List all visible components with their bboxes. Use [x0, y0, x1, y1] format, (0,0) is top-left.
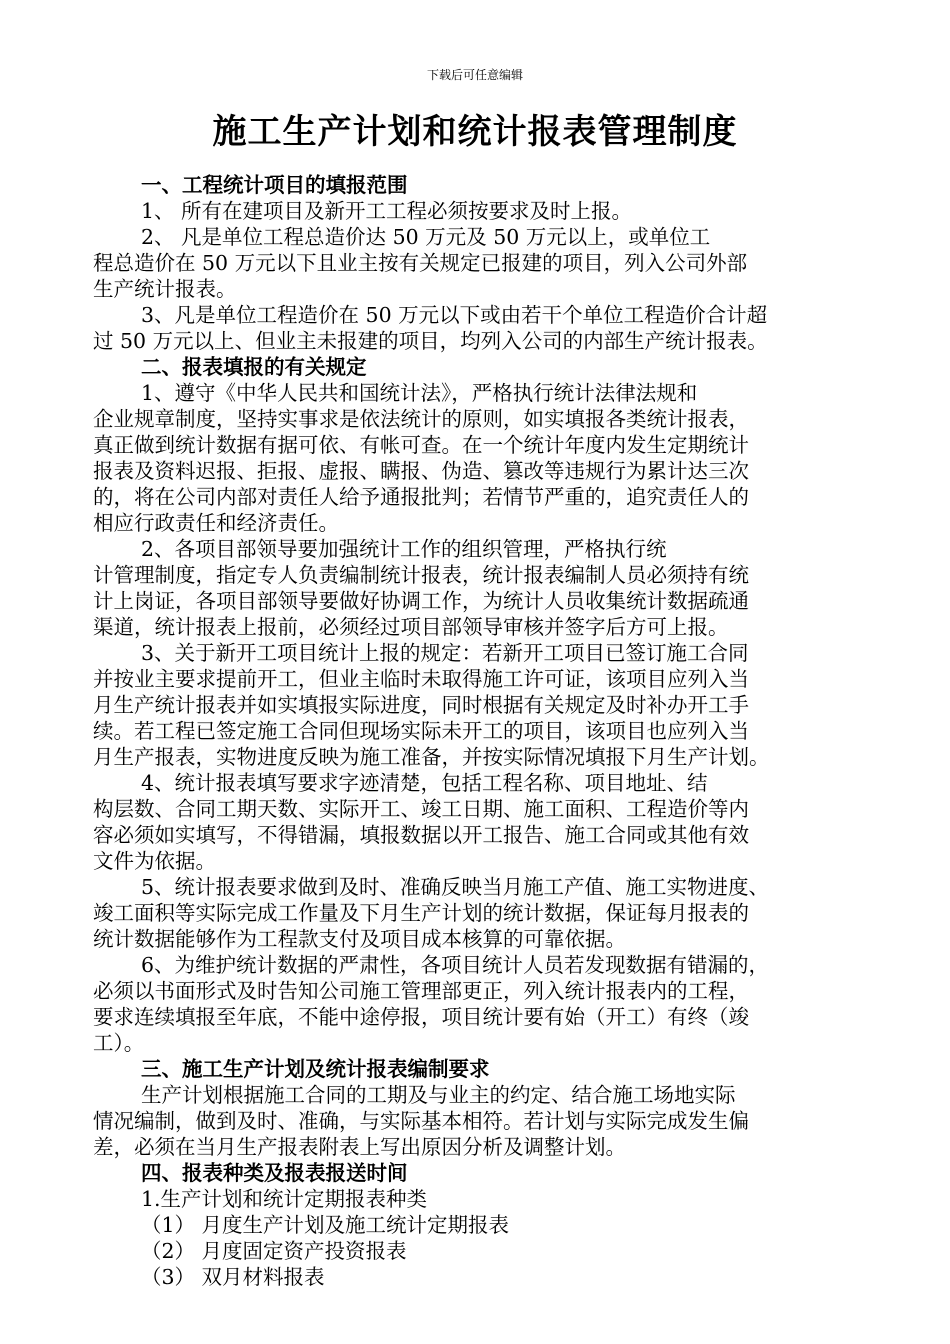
section-heading: 一、工程统计项目的填报范围: [141, 173, 408, 197]
body-text-line: 生产计划根据施工合同的工期及与业主的约定、结合施工场地实际: [141, 1083, 736, 1107]
body-text-line: 情况编制，做到及时、准确，与实际基本相符。若计划与实际完成发生偏: [93, 1109, 749, 1133]
body-text-line: 月生产报表，实物进度反映为施工准备，并按实际情况填报下月生产计划。: [93, 745, 770, 769]
body-text-line: 6、为维护统计数据的严肃性，各项目统计人员若发现数据有错漏的，: [141, 953, 770, 977]
body-text-line: （2） 月度固定资产投资报表: [141, 1239, 407, 1263]
body-text-line: 2、各项目部领导要加强统计工作的组织管理，严格执行统: [141, 537, 667, 561]
document-body: [93, 172, 863, 1290]
section-heading: 二、报表填报的有关规定: [141, 355, 367, 379]
body-text-line: 真正做到统计数据有据可依、有帐可查。在一个统计年度内发生定期统计: [93, 433, 749, 457]
body-text-line: 文件为依据。: [93, 849, 216, 873]
body-text-line: 2、 凡是单位工程总造价达 50 万元及 50 万元以上，或单位工: [141, 225, 711, 249]
body-text-line: 计上岗证，各项目部领导要做好协调工作，为统计人员收集统计数据疏通: [93, 589, 749, 613]
body-text-line: （3） 双月材料报表: [141, 1265, 325, 1289]
body-text-line: （1） 月度生产计划及施工统计定期报表: [141, 1213, 510, 1237]
body-text-line: 竣工面积等实际完成工作量及下月生产计划的统计数据，保证每月报表的: [93, 901, 749, 925]
body-text-line: 统计数据能够作为工程款支付及项目成本核算的可靠依据。: [93, 927, 626, 951]
body-text-line: 差，必须在当月生产报表附表上写出原因分析及调整计划。: [93, 1135, 626, 1159]
page-header-note: 下载后可任意编辑: [426, 68, 523, 82]
body-text-line: 3、凡是单位工程造价在 50 万元以下或由若干个单位工程造价合计超: [141, 303, 768, 327]
body-text-line: 3、关于新开工项目统计上报的规定：若新开工项目已签订施工合同: [141, 641, 749, 665]
body-text-line: 程总造价在 50 万元以下且业主按有关规定已报建的项目，列入公司外部: [93, 251, 748, 275]
body-text-line: 的，将在公司内部对责任人给予通报批判；若情节严重的，追究责任人的: [93, 485, 749, 509]
body-text-line: 5、统计报表要求做到及时、准确反映当月施工产值、施工实物进度、: [141, 875, 770, 899]
body-text-line: 1、 所有在建项目及新开工工程必须按要求及时上报。: [141, 199, 633, 223]
body-text-line: 过 50 万元以上、但业主未报建的项目，均列入公司的内部生产统计报表。: [93, 329, 768, 353]
body-text-line: 必须以书面形式及时告知公司施工管理部更正，列入统计报表内的工程，: [93, 979, 749, 1003]
section-heading: 三、施工生产计划及统计报表编制要求: [141, 1057, 490, 1081]
body-text-line: 报表及资料迟报、拒报、虚报、瞒报、伪造、篡改等违规行为累计达三次: [93, 459, 749, 483]
body-text-line: 工）。: [93, 1031, 145, 1055]
body-text-line: 要求连续填报至年底，不能中途停报，项目统计要有始（开工）有终（竣: [93, 1005, 749, 1029]
section-heading: 四、报表种类及报表报送时间: [141, 1161, 408, 1185]
body-text-line: 并按业主要求提前开工，但业主临时未取得施工许可证，该项目应列入当: [93, 667, 749, 691]
body-text-line: 相应行政责任和经济责任。: [93, 511, 339, 535]
body-text-line: 企业规章制度，坚持实事求是依法统计的原则，如实填报各类统计报表，: [93, 407, 749, 431]
document-title: 施工生产计划和统计报表管理制度: [212, 112, 738, 152]
body-text-line: 1.生产计划和统计定期报表种类: [141, 1187, 428, 1211]
body-text-line: 生产统计报表。: [93, 277, 237, 301]
body-text-line: 容必须如实填写，不得错漏，填报数据以开工报告、施工合同或其他有效: [93, 823, 749, 847]
body-text-line: 4、统计报表填写要求字迹清楚，包括工程名称、项目地址、结: [141, 771, 708, 795]
body-text-line: 续。若工程已签定施工合同但现场实际未开工的项目，该项目也应列入当: [93, 719, 749, 743]
body-text-line: 渠道，统计报表上报前，必须经过项目部领导审核并签字后方可上报。: [93, 615, 729, 639]
body-text-line: 1、遵守《中华人民共和国统计法》，严格执行统计法律法规和: [141, 381, 698, 405]
body-text-line: 月生产统计报表并如实填报实际进度，同时根据有关规定及时补办开工手: [93, 693, 749, 717]
body-text-line: 计管理制度，指定专人负责编制统计报表，统计报表编制人员必须持有统: [93, 563, 749, 587]
body-text-line: 构层数、合同工期天数、实际开工、竣工日期、施工面积、工程造价等内: [93, 797, 749, 821]
